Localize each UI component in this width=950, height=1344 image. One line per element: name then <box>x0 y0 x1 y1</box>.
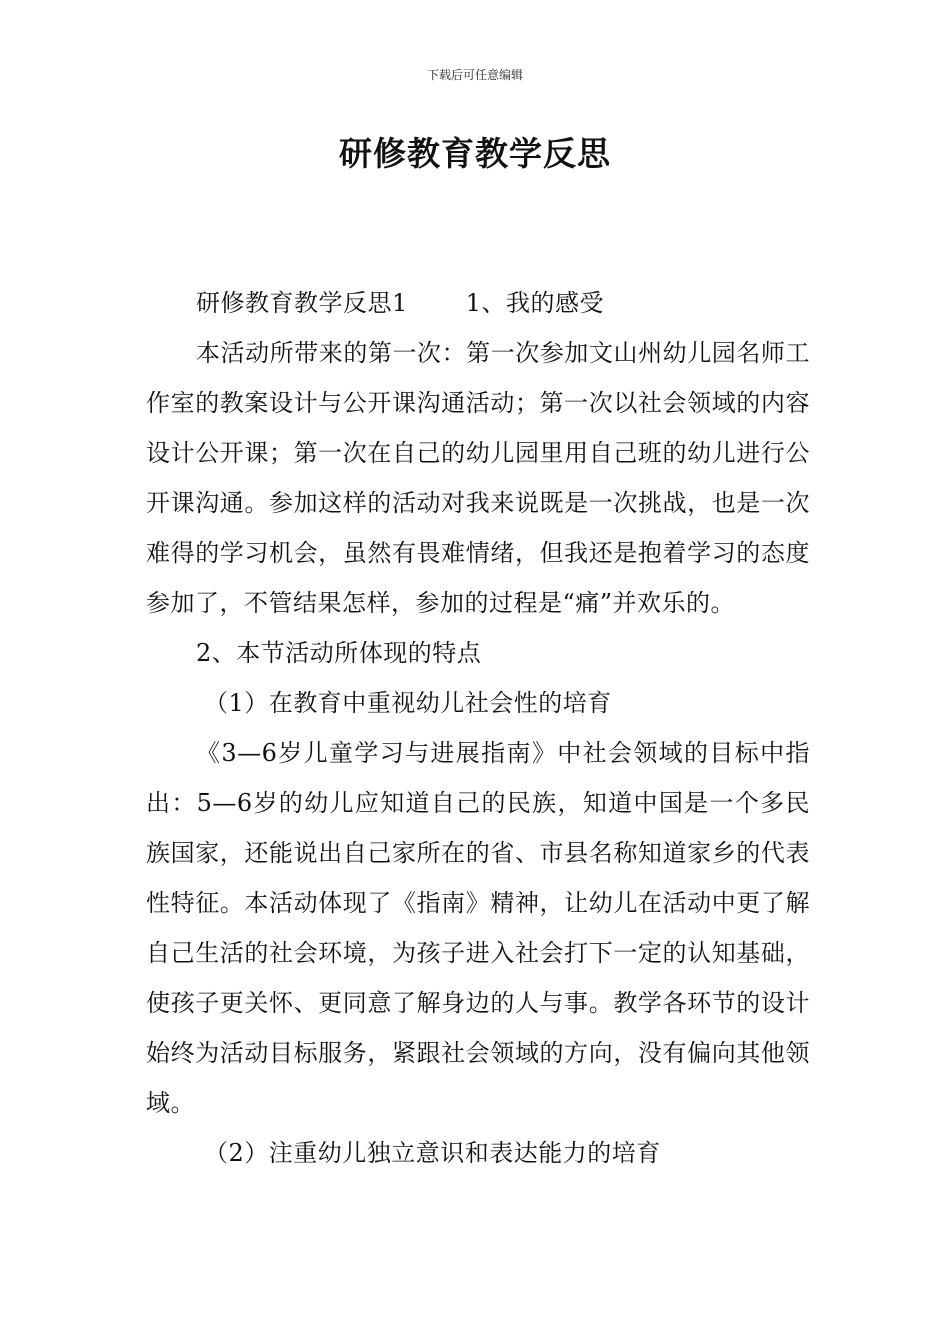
page-header-note: 下载后可任意编辑 <box>426 68 523 82</box>
paragraph-heading-1 <box>146 278 810 328</box>
document-body <box>146 278 810 1178</box>
subheading-my-feelings: 1、我的感受 <box>465 289 605 317</box>
subheading-social-cultivation: （1）在教育中重视幼儿社会性的培育 <box>204 689 612 717</box>
subheading-features: 2、本节活动所体现的特点 <box>196 639 482 667</box>
section-label: 研修教育教学反思1 <box>196 289 408 317</box>
paragraph-guideline: 《3—6岁儿童学习与进展指南》中社会领域的目标中指出：5—6岁的幼儿应知道自己的民族，知道中国是一个多民族国家，还能说出自己家所在的省、市县名称知道家乡的代表性特征。本活动体现了《指南》精神，让幼儿在活动中更了解自己生活的社会环境，为孩子进入社会打下一定的认知基础，使孩子更关怀、更同意了解身边的人与事。教学各环节的设计始终为活动目标服务，紧跟社会领域的方向，没有偏向其他领域。 <box>146 739 810 1117</box>
subheading-independence: （2）注重幼儿独立意识和表达能力的培育 <box>204 1139 661 1167</box>
paragraph-feelings: 本活动所带来的第一次：第一次参加文山州幼儿园名师工作室的教案设计与公开课沟通活动；第一次以社会领域的内容设计公开课；第一次在自己的幼儿园里用自己班的幼儿进行公开课沟通。参加这样的活动对我来说既是一次挑战，也是一次难得的学习机会，虽然有畏难情绪，但我还是抱着学习的态度参加了，不管结果怎样，参加的过程是“痛”并欢乐的。 <box>146 339 810 617</box>
document-title: 研修教育教学反思 <box>339 134 611 173</box>
